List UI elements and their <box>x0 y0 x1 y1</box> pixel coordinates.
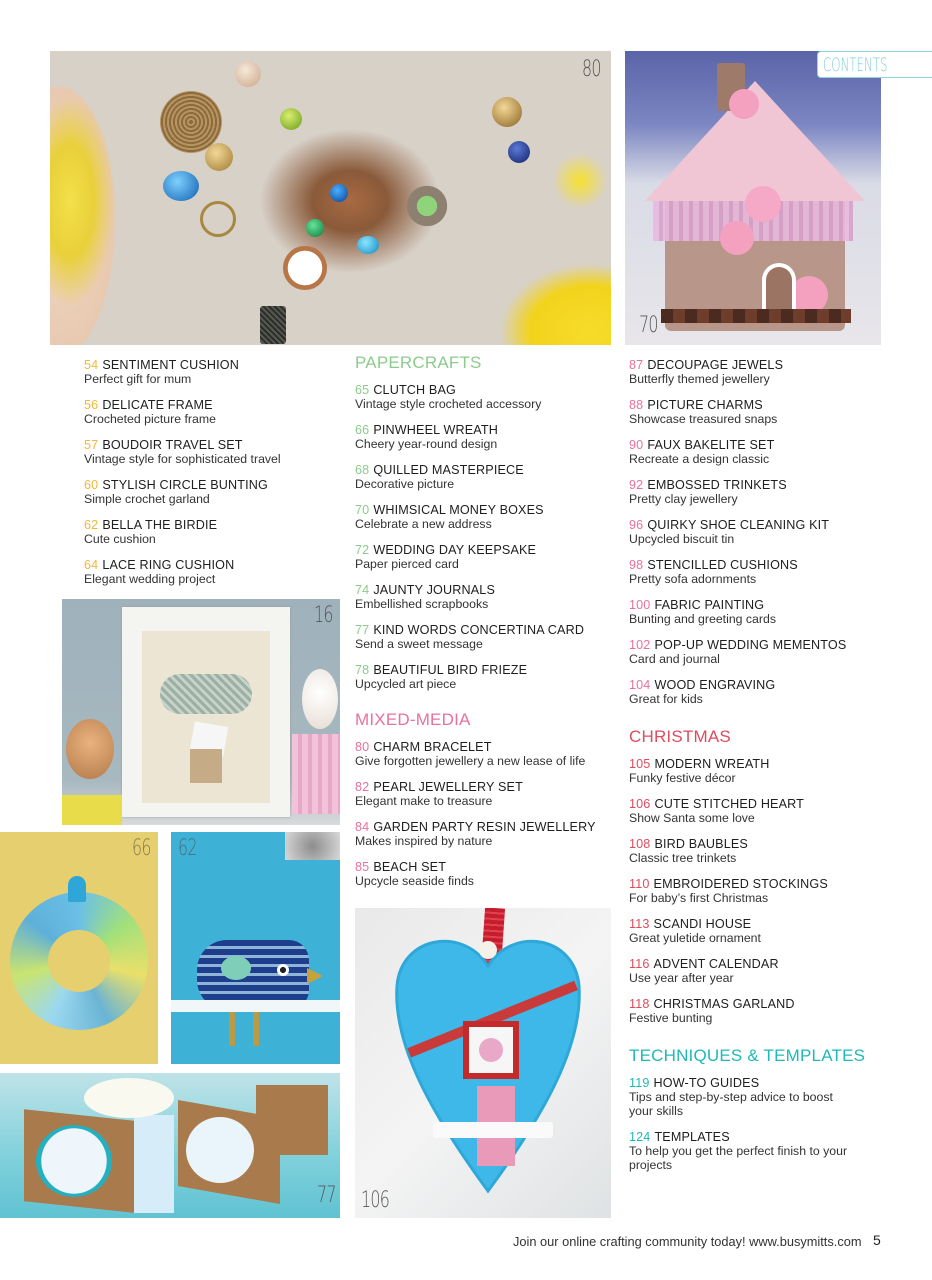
entry-title: FAUX BAKELITE SET <box>647 438 775 452</box>
photo-money-box-house <box>625 51 881 345</box>
entry-page-number: 116 <box>629 957 650 971</box>
toc-column-1 <box>84 358 281 598</box>
entry-title: TEMPLATES <box>654 1130 730 1144</box>
toc-entry[interactable] <box>629 757 865 785</box>
toc-entry[interactable] <box>629 518 865 546</box>
entry-title: PINWHEEL WREATH <box>373 423 499 437</box>
entry-description: Festive bunting <box>629 1011 713 1025</box>
entry-page-number: 64 <box>84 558 99 572</box>
toc-entry[interactable] <box>629 1076 865 1118</box>
entry-description: Upcycle seaside finds <box>355 874 474 888</box>
entry-description: Classic tree trinkets <box>629 851 737 865</box>
toc-entry[interactable] <box>355 623 596 651</box>
toc-entry[interactable] <box>629 438 865 466</box>
entry-title: SCANDI HOUSE <box>653 917 752 931</box>
entry-page-number: 98 <box>629 558 644 572</box>
entry-page-number: 118 <box>629 997 650 1011</box>
entry-title: KIND WORDS CONCERTINA CARD <box>373 623 585 637</box>
entry-description: Upcycled biscuit tin <box>629 532 735 546</box>
entry-title: JAUNTY JOURNALS <box>373 583 495 597</box>
entry-title: FABRIC PAINTING <box>654 598 765 612</box>
entry-page-number: 108 <box>629 837 651 851</box>
page-ref-62: 62 <box>178 836 197 861</box>
toc-entry[interactable] <box>355 820 596 848</box>
toc-entry[interactable] <box>84 518 281 546</box>
entry-page-number: 104 <box>629 678 651 692</box>
page-ref-70: 70 <box>639 313 658 338</box>
entry-title: MODERN WREATH <box>654 757 770 771</box>
toc-entry[interactable] <box>629 558 865 586</box>
entry-description: Card and journal <box>629 652 720 666</box>
toc-entry[interactable] <box>84 478 281 506</box>
entry-description: Cute cushion <box>84 532 156 546</box>
entry-title: BELLA THE BIRDIE <box>102 518 218 532</box>
photo-pinwheel-wreath <box>0 832 158 1064</box>
entry-page-number: 56 <box>84 398 99 412</box>
toc-entry[interactable] <box>355 860 596 888</box>
entry-title: WOOD ENGRAVING <box>654 678 776 692</box>
section-heading-papercrafts: PAPERCRAFTS <box>355 353 482 372</box>
entry-description: Showcase treasured snaps <box>629 412 778 426</box>
entry-page-number: 62 <box>84 518 99 532</box>
entry-title: WEDDING DAY KEEPSAKE <box>373 543 537 557</box>
entry-description: Elegant make to treasure <box>355 794 493 808</box>
toc-entry[interactable] <box>629 358 865 386</box>
toc-entry[interactable] <box>629 1130 865 1172</box>
entry-page-number: 60 <box>84 478 99 492</box>
toc-entry[interactable] <box>355 423 596 451</box>
entry-page-number: 72 <box>355 543 370 557</box>
entry-title: CHRISTMAS GARLAND <box>653 997 795 1011</box>
page-ref-77: 77 <box>317 1183 336 1208</box>
entry-description: Pretty clay jewellery <box>629 492 738 506</box>
page-ref-16: 16 <box>314 603 333 628</box>
entry-page-number: 78 <box>355 663 370 677</box>
entry-description: Simple crochet garland <box>84 492 210 506</box>
entry-page-number: 96 <box>629 518 644 532</box>
entry-title: DECOUPAGE JEWELS <box>647 358 784 372</box>
entry-title: ADVENT CALENDAR <box>653 957 779 971</box>
toc-column-2 <box>355 353 596 900</box>
entry-description: Embellished scrapbooks <box>355 597 489 611</box>
toc-entry[interactable] <box>629 638 865 666</box>
entry-page-number: 68 <box>355 463 370 477</box>
entry-page-number: 105 <box>629 757 651 771</box>
entry-description: To help you get the perfect finish to your projects <box>629 1144 848 1172</box>
entry-page-number: 57 <box>84 438 99 452</box>
photo-knitted-bird <box>171 832 340 1064</box>
entry-page-number: 102 <box>629 638 651 652</box>
entry-page-number: 110 <box>629 877 650 891</box>
entry-page-number: 100 <box>629 598 651 612</box>
contents-label: CONTENTS <box>823 54 888 76</box>
toc-column-3 <box>629 358 865 1184</box>
entry-page-number: 106 <box>629 797 651 811</box>
entry-title: QUILLED MASTERPIECE <box>373 463 524 477</box>
entry-title: STYLISH CIRCLE BUNTING <box>102 478 268 492</box>
entry-page-number: 113 <box>629 917 650 931</box>
entry-page-number: 80 <box>355 740 370 754</box>
contents-tab <box>817 51 932 78</box>
entry-description: Pretty sofa adornments <box>629 572 757 586</box>
entry-page-number: 82 <box>355 780 370 794</box>
entry-page-number: 119 <box>629 1076 650 1090</box>
entry-title: BEACH SET <box>373 860 447 874</box>
entry-description: Tips and step-by-step advice to boost your skills <box>629 1090 833 1118</box>
entry-page-number: 54 <box>84 358 99 372</box>
entry-description: Butterfly themed jewellery <box>629 372 770 386</box>
entry-title: WHIMSICAL MONEY BOXES <box>373 503 544 517</box>
toc-entry[interactable] <box>629 598 865 626</box>
heart-shape-icon <box>393 926 583 1196</box>
entry-title: HOW-TO GUIDES <box>653 1076 760 1090</box>
photo-framed-picture <box>62 599 340 825</box>
entry-description: Funky festive décor <box>629 771 736 785</box>
entry-page-number: 90 <box>629 438 644 452</box>
entry-title: GARDEN PARTY RESIN JEWELLERY <box>373 820 596 834</box>
entry-description: For baby’s first Christmas <box>629 891 769 905</box>
entry-description: Makes inspired by nature <box>355 834 493 848</box>
toc-entry[interactable] <box>629 917 865 945</box>
photo-stitched-heart <box>355 908 611 1218</box>
toc-entry[interactable] <box>355 663 596 691</box>
entry-title: CLUTCH BAG <box>373 383 456 397</box>
photo-concertina-card <box>0 1073 340 1218</box>
entry-description: Use year after year <box>629 971 734 985</box>
entry-title: PICTURE CHARMS <box>647 398 763 412</box>
entry-title: EMBROIDERED STOCKINGS <box>653 877 828 891</box>
toc-entry[interactable] <box>355 583 596 611</box>
page-number: 5 <box>873 1232 881 1248</box>
entry-title: POP-UP WEDDING MEMENTOS <box>654 638 847 652</box>
entry-page-number: 85 <box>355 860 370 874</box>
entry-description: Send a sweet message <box>355 637 483 651</box>
entry-page-number: 124 <box>629 1130 651 1144</box>
toc-entry[interactable] <box>629 837 865 865</box>
entry-page-number: 70 <box>355 503 370 517</box>
toc-entry[interactable] <box>629 997 865 1025</box>
entry-title: EMBOSSED TRINKETS <box>647 478 787 492</box>
toc-entry[interactable] <box>355 503 596 531</box>
toc-entry[interactable] <box>355 543 596 571</box>
entry-description: Upcycled art piece <box>355 677 457 691</box>
entry-title: BEAUTIFUL BIRD FRIEZE <box>373 663 528 677</box>
entry-title: BOUDOIR TRAVEL SET <box>102 438 243 452</box>
entry-description: Vintage style for sophisticated travel <box>84 452 281 466</box>
entry-description: Recreate a design classic <box>629 452 770 466</box>
entry-description: Great for kids <box>629 692 703 706</box>
toc-entry[interactable] <box>84 558 281 586</box>
entry-page-number: 92 <box>629 478 644 492</box>
section-heading-techniques: TECHNIQUES & TEMPLATES <box>629 1046 866 1065</box>
entry-description: Give forgotten jewellery a new lease of life <box>355 754 586 768</box>
toc-entry[interactable] <box>629 678 865 706</box>
entry-description: Elegant wedding project <box>84 572 216 586</box>
toc-entry[interactable] <box>629 877 865 905</box>
toc-entry[interactable] <box>629 797 865 825</box>
section-heading-christmas: CHRISTMAS <box>629 727 731 746</box>
page-ref-66: 66 <box>132 836 151 861</box>
page-ref-80: 80 <box>582 57 601 82</box>
entry-description: Crocheted picture frame <box>84 412 216 426</box>
entry-page-number: 65 <box>355 383 370 397</box>
entry-description: Bunting and greeting cards <box>629 612 776 626</box>
entry-page-number: 88 <box>629 398 644 412</box>
toc-entry[interactable] <box>355 383 596 411</box>
entry-page-number: 77 <box>355 623 370 637</box>
entry-title: LACE RING CUSHION <box>102 558 235 572</box>
entry-page-number: 66 <box>355 423 370 437</box>
entry-description: Paper pierced card <box>355 557 459 571</box>
entry-title: STENCILLED CUSHIONS <box>647 558 798 572</box>
page-ref-106: 106 <box>361 1188 390 1213</box>
toc-entry[interactable] <box>629 957 865 985</box>
entry-title: QUIRKY SHOE CLEANING KIT <box>647 518 830 532</box>
section-heading-mixed-media: MIXED-MEDIA <box>355 710 471 729</box>
entry-title: CHARM BRACELET <box>373 740 492 754</box>
entry-page-number: 87 <box>629 358 644 372</box>
entry-title: PEARL JEWELLERY SET <box>373 780 523 794</box>
photo-charm-bracelet <box>50 51 611 345</box>
toc-entry[interactable] <box>355 463 596 491</box>
entry-description: Show Santa some love <box>629 811 755 825</box>
toc-entry[interactable] <box>355 740 596 768</box>
entry-title: BIRD BAUBLES <box>654 837 748 851</box>
entry-page-number: 84 <box>355 820 370 834</box>
entry-description: Perfect gift for mum <box>84 372 192 386</box>
toc-entry[interactable] <box>84 358 281 386</box>
toc-entry[interactable] <box>629 398 865 426</box>
toc-entry[interactable] <box>629 478 865 506</box>
entry-title: DELICATE FRAME <box>102 398 213 412</box>
entry-description: Cheery year-round design <box>355 437 498 451</box>
toc-entry[interactable] <box>355 780 596 808</box>
entry-page-number: 74 <box>355 583 370 597</box>
entry-description: Vintage style crocheted accessory <box>355 397 542 411</box>
entry-description: Great yuletide ornament <box>629 931 761 945</box>
entry-description: Celebrate a new address <box>355 517 492 531</box>
entry-description: Decorative picture <box>355 477 455 491</box>
toc-entry[interactable] <box>84 438 281 466</box>
entry-title: SENTIMENT CUSHION <box>102 358 239 372</box>
entry-title: CUTE STITCHED HEART <box>654 797 805 811</box>
toc-entry[interactable] <box>84 398 281 426</box>
footer-community-link[interactable]: Join our online crafting community today! www.busymitts.com <box>513 1234 862 1249</box>
